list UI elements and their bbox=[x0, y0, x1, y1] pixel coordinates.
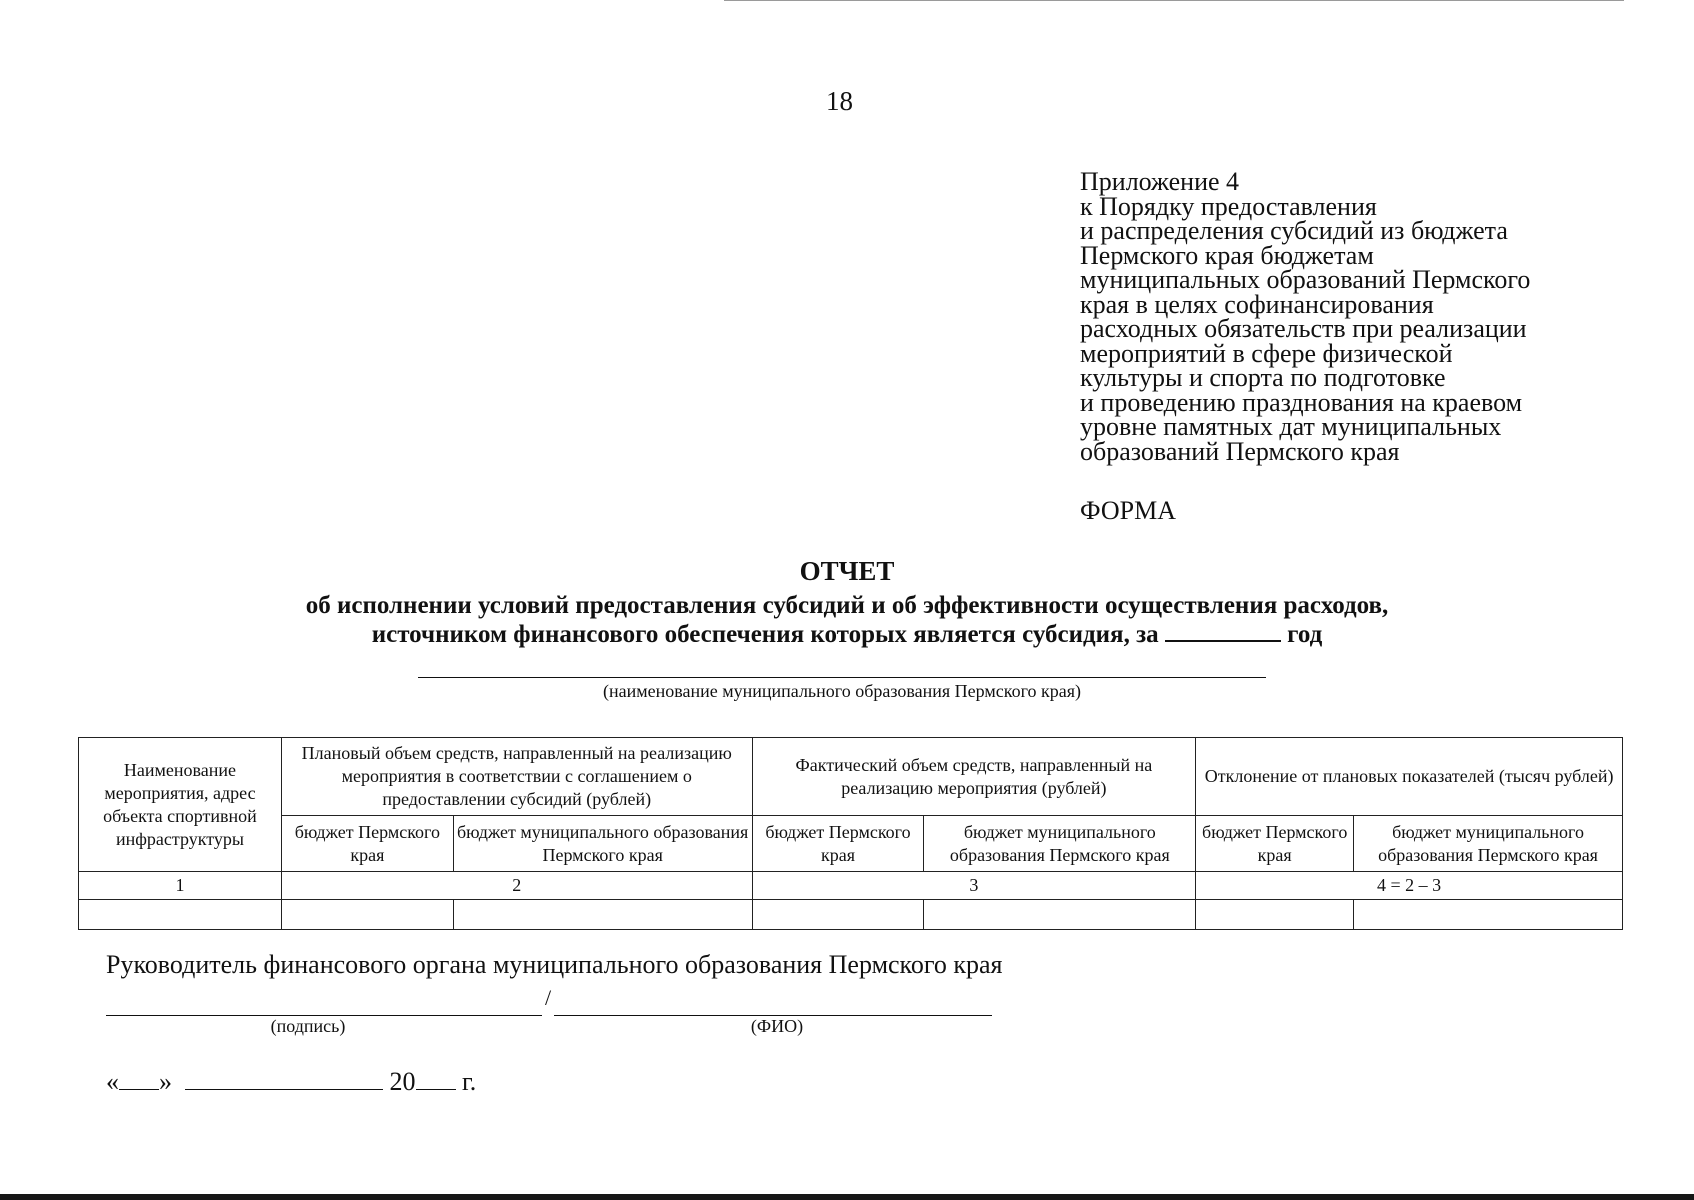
subtitle-line-2 bbox=[0, 620, 1694, 649]
table-subheader-row bbox=[79, 816, 1623, 872]
year-prefix: 20 bbox=[389, 1067, 416, 1096]
appendix-line: образований Пермского края bbox=[1080, 436, 1400, 466]
subtitle-line-1: об исполнении условий предоставления субсидий и об эффективности осуществления расходов, bbox=[305, 592, 1389, 619]
appendix-line: и распределения субсидий из бюджета bbox=[1080, 216, 1508, 245]
head-of-finance-label: Руководитель финансового органа муниципального образования Пермского края bbox=[106, 950, 1003, 979]
subheader-deviation-muni: бюджет муниципального образования Пермского края bbox=[1354, 816, 1623, 872]
close-quote: » bbox=[159, 1067, 172, 1096]
subtitle-year-word: год bbox=[1287, 621, 1323, 648]
appendix-line: расходных обязательств при реализации bbox=[1080, 314, 1527, 343]
month-blank[interactable] bbox=[185, 1067, 383, 1090]
empty-cell[interactable] bbox=[924, 900, 1196, 930]
table-header-row bbox=[79, 738, 1623, 816]
subheader-actual-muni: бюджет муниципального образования Пермского края bbox=[924, 816, 1196, 872]
empty-cell[interactable] bbox=[1196, 900, 1354, 930]
appendix-line: уровне памятных дат муниципальных bbox=[1080, 412, 1502, 441]
subheader-planned-muni: бюджет муниципального образования Пермского края bbox=[453, 816, 752, 872]
municipality-caption: (наименование муниципального образования Пермского края) bbox=[602, 681, 1082, 701]
appendix-line: Приложение 4 bbox=[1080, 167, 1240, 196]
empty-cell[interactable] bbox=[79, 900, 282, 930]
appendix-block bbox=[1080, 167, 1531, 466]
column-number-3: 3 bbox=[752, 872, 1196, 900]
column-number-4: 4 = 2 – 3 bbox=[1196, 872, 1623, 900]
fio-caption: (ФИО) bbox=[750, 1016, 804, 1036]
empty-cell[interactable] bbox=[453, 900, 752, 930]
subheader-deviation-region: бюджет Пермского края bbox=[1196, 816, 1354, 872]
year-digits-blank[interactable] bbox=[416, 1067, 456, 1090]
appendix-line: края в целях софинансирования bbox=[1080, 289, 1434, 319]
report-title: ОТЧЕТ bbox=[799, 556, 895, 586]
appendix-line: к Порядку предоставления bbox=[1080, 191, 1377, 221]
subtitle-line-2-text: источником финансового обеспечения которых является субсидия, за bbox=[371, 621, 1159, 648]
header-planned-volume: Плановый объем средств, направленный на реализацию мероприятия в соответствии с соглашением о предоставлении субсидий (рублей) bbox=[281, 738, 752, 816]
date-line bbox=[106, 1067, 476, 1097]
top-edge-rule bbox=[724, 0, 1624, 1]
appendix-line: культуры и спорта по подготовке bbox=[1080, 363, 1446, 392]
empty-cell[interactable] bbox=[752, 900, 924, 930]
appendix-line: и проведению празднования на краевом bbox=[1080, 387, 1523, 417]
empty-cell[interactable] bbox=[281, 900, 453, 930]
scan-bottom-edge bbox=[0, 1194, 1694, 1200]
column-number-1: 1 bbox=[79, 872, 282, 900]
report-table bbox=[78, 737, 1623, 930]
year-blank bbox=[1165, 620, 1281, 642]
page-number: 18 bbox=[826, 86, 853, 116]
day-blank[interactable] bbox=[119, 1067, 159, 1090]
subheader-actual-region: бюджет Пермского края bbox=[752, 816, 924, 872]
signature-slash: / bbox=[545, 985, 552, 1010]
municipality-name-line bbox=[418, 677, 1266, 678]
year-suffix: г. bbox=[462, 1067, 477, 1096]
empty-cell[interactable] bbox=[1354, 900, 1623, 930]
header-actual-volume: Фактический объем средств, направленный на реализацию мероприятия (рублей) bbox=[752, 738, 1196, 816]
signature-caption: (подпись) bbox=[270, 1016, 346, 1036]
appendix-line: муниципальных образований Пермского bbox=[1080, 265, 1531, 294]
table-row bbox=[79, 900, 1623, 930]
report-subtitle bbox=[0, 592, 1694, 649]
appendix-line: Пермского края бюджетам bbox=[1080, 240, 1374, 270]
appendix-line: мероприятий в сфере физической bbox=[1080, 338, 1453, 368]
header-deviation: Отклонение от плановых показателей (тысяч рублей) bbox=[1196, 738, 1623, 816]
subheader-planned-region: бюджет Пермского края bbox=[281, 816, 453, 872]
open-quote: « bbox=[106, 1067, 119, 1096]
table-numbering-row bbox=[79, 872, 1623, 900]
column-number-2: 2 bbox=[281, 872, 752, 900]
form-label: ФОРМА bbox=[1080, 496, 1176, 525]
header-event-name: Наименование мероприятия, адрес объекта спортивной инфраструктуры bbox=[79, 738, 282, 872]
